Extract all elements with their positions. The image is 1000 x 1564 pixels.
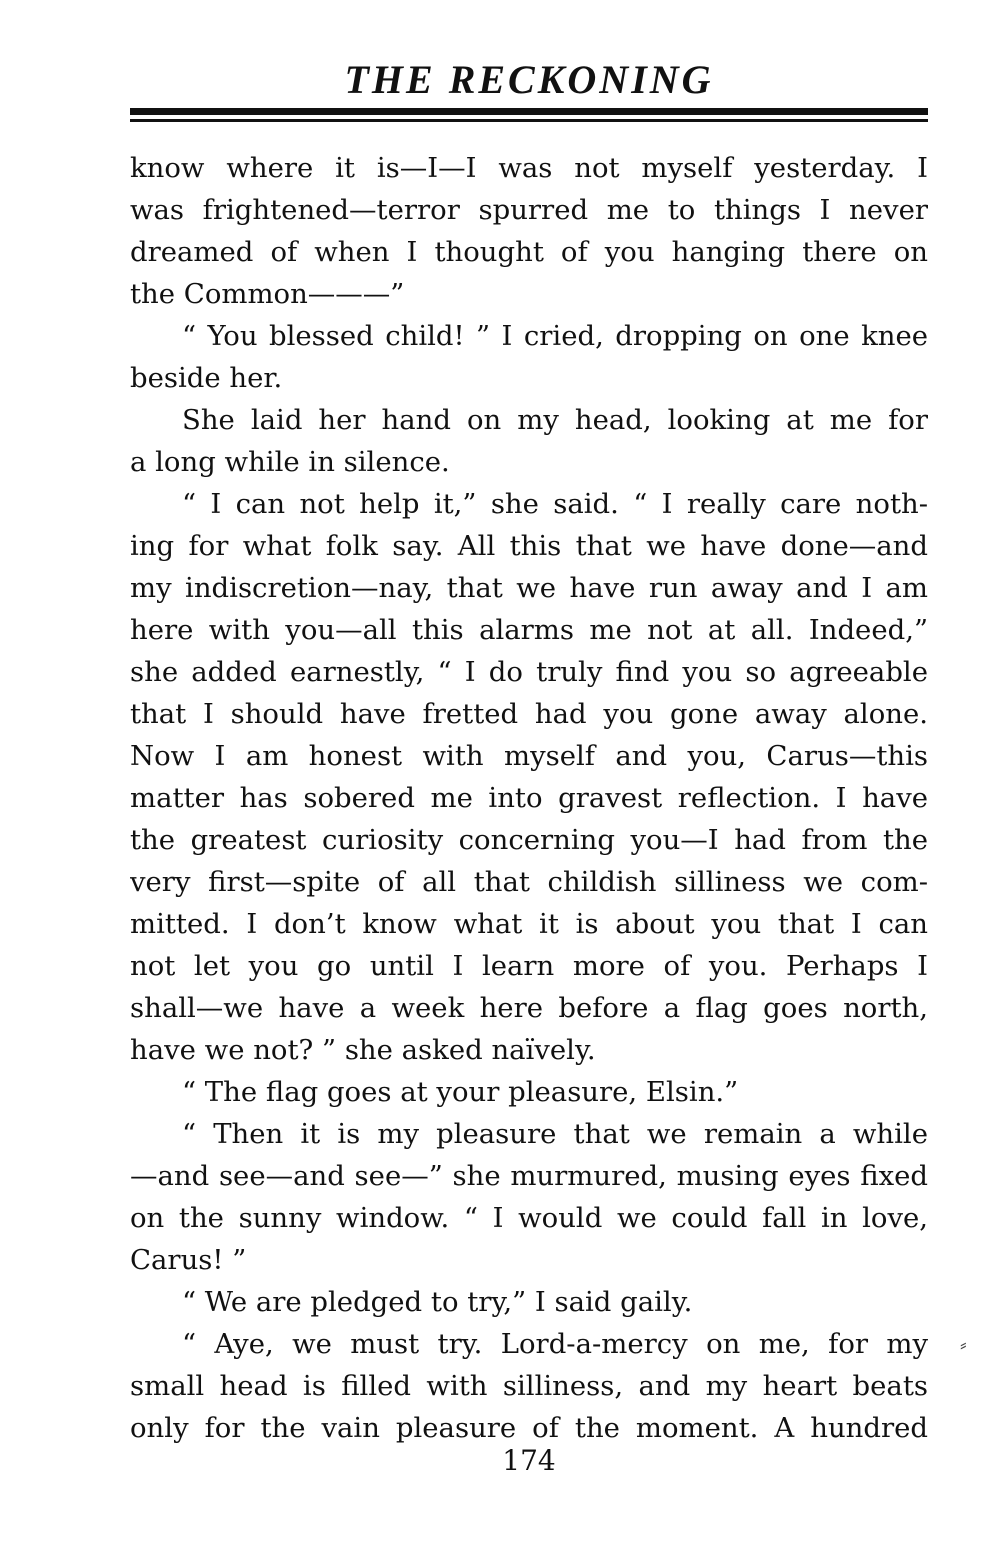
text-line: “ Aye, we must try. Lord-a-mercy on me, for my [182, 1328, 928, 1360]
text-line: the Common———” [130, 278, 405, 310]
page-number: 174 [502, 1444, 556, 1477]
text-line: —and see—and see—” she murmured, musing eyes fixed [130, 1160, 928, 1192]
body-text [130, 147, 928, 1449]
text-line: that I should have fretted had you gone away alone. [130, 698, 928, 730]
text-line: ing for what folk say. All this that we have done—and [130, 530, 928, 562]
header-rule-thin [130, 119, 928, 122]
text-line: on the sunny window. “ I would we could fall in love, [130, 1202, 928, 1234]
text-line: have we not? ” she asked naïvely. [130, 1034, 596, 1066]
text-line: the greatest curiosity concerning you—I had from the [130, 824, 928, 856]
text-line: my indiscretion—nay, that we have run away and I am [130, 572, 928, 604]
margin-mark-icon: ⸗ [960, 1332, 967, 1356]
text-line: She laid her hand on my head, looking at me for [182, 404, 928, 436]
text-line: “ Then it is my pleasure that we remain a while [182, 1118, 928, 1150]
text-line: “ I can not help it,” she said. “ I really care noth- [182, 488, 928, 520]
text-line: very first—spite of all that childish silliness we com- [130, 866, 928, 898]
text-line: not let you go until I learn more of you. Perhaps I [130, 950, 928, 982]
text-line: a long while in silence. [130, 446, 450, 478]
text-line: shall—we have a week here before a flag goes north, [130, 992, 928, 1024]
text-line: only for the vain pleasure of the moment. A hundred [130, 1412, 928, 1444]
text-line: matter has sobered me into gravest reflection. I have [130, 782, 928, 814]
text-line: “ The flag goes at your pleasure, Elsin.” [182, 1076, 739, 1108]
text-line: Now I am honest with myself and you, Carus—this [130, 740, 928, 772]
text-line: know where it is—I—I was not myself yesterday. I [130, 152, 928, 184]
text-line: beside her. [130, 362, 283, 394]
text-line: mitted. I don’t know what it is about you that I can [130, 908, 928, 940]
text-line: was frightened—terror spurred me to things I never [130, 194, 928, 226]
text-line: dreamed of when I thought of you hanging there on [130, 236, 928, 268]
text-line: she added earnestly, “ I do truly find you so agreeable [130, 656, 928, 688]
text-line: small head is filled with silliness, and my heart beats [130, 1370, 928, 1402]
text-line: here with you—all this alarms me not at all. Indeed,” [130, 614, 928, 646]
text-line: Carus! ” [130, 1244, 247, 1276]
text-line: “ We are pledged to try,” I said gaily. [182, 1286, 693, 1318]
text-line: “ You blessed child! ” I cried, dropping on one knee [182, 320, 928, 352]
header-rule-thick [130, 108, 928, 115]
running-head: THE RECKONING [344, 57, 714, 102]
